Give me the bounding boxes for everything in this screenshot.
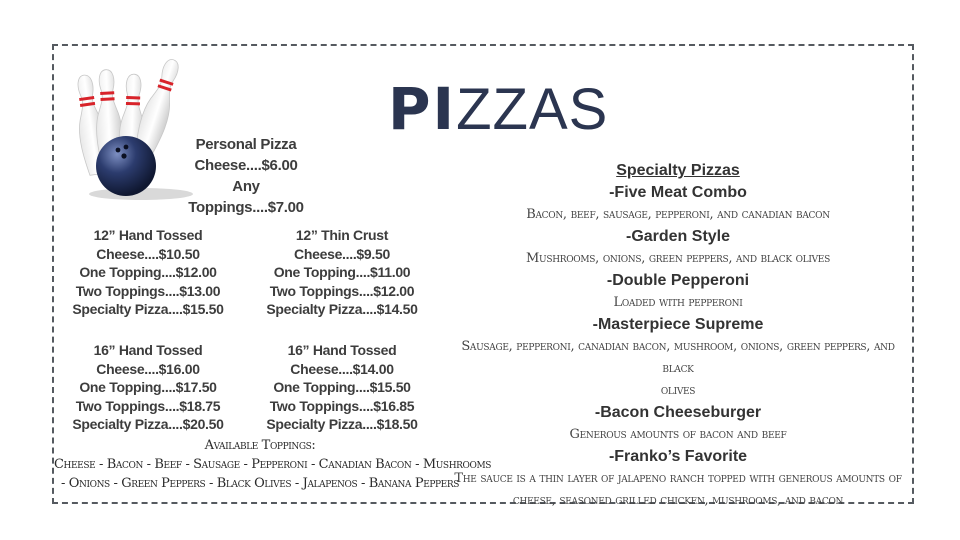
specialty-item-name: -Garden Style: [625, 228, 731, 245]
specialty-pizzas: [448, 160, 908, 512]
price-block-16-hand-tossed-a: 16” Hand Tossed Cheese....$16.00 One Topping....$17.50 Two Toppings....$18.75 Specialty Pizza....$20.50: [72, 342, 224, 432]
specialty-item-desc: The sauce is a thin layer of jalapeno ranch topped with generous amounts of: [454, 471, 902, 486]
bowling-pins-and-ball-icon: [56, 52, 196, 202]
specialty-item-desc: Bacon, beef, sausage, pepperoni, and canadian bacon: [526, 207, 830, 222]
specialty-item-name: -Five Meat Combo: [609, 184, 747, 201]
specialty-item-name: -Masterpiece Supreme: [592, 316, 764, 333]
available-toppings: [54, 436, 492, 493]
personal-pizza-prices: Personal Pizza Cheese....$6.00 Any Toppings....$7.00: [188, 136, 304, 216]
specialty-item-desc: olives: [660, 383, 696, 398]
specialty-item-desc: Sausage, pepperoni, canadian bacon, mushroom, onions, green peppers, and black: [461, 339, 895, 376]
specialty-item-desc: Mushrooms, onions, green peppers, and black olives: [526, 251, 830, 266]
specialty-item-desc: Loaded with pepperoni: [613, 295, 743, 310]
price-block-16-hand-tossed-b: 16” Hand Tossed Cheese....$14.00 One Topping....$15.50 Two Toppings....$16.85 Specialty Pizza....$18.50: [266, 342, 418, 432]
toppings-line: Cheese - Bacon - Beef - Sausage - Pepperoni - Canadian Bacon - Mushrooms: [54, 457, 492, 472]
specialty-item-desc: cheese, seasoned grilled chicken, mushrooms, and bacon: [512, 493, 844, 508]
toppings-line: - Onions - Green Peppers - Black Olives - Jalapenos - Banana Peppers: [60, 476, 459, 491]
price-block-12-thin-crust: 12” Thin Crust Cheese....$9.50 One Topping....$11.00 Two Toppings....$12.00 Specialty Pizza....$14.50: [266, 227, 418, 317]
specialty-item-name: -Bacon Cheeseburger: [594, 404, 762, 421]
price-block-12-hand-tossed: 12” Hand Tossed Cheese....$10.50 One Topping....$12.00 Two Toppings....$13.00 Specialty Pizza....$15.50: [72, 227, 224, 317]
specialty-heading: Specialty Pizzas: [616, 162, 740, 179]
specialty-item-desc: Generous amounts of bacon and beef: [569, 427, 787, 442]
page-title: PIZZAS: [388, 75, 609, 143]
specialty-item-name: -Franko’s Favorite: [608, 448, 748, 465]
toppings-heading: Available Toppings:: [204, 438, 316, 453]
specialty-item-name: -Double Pepperoni: [606, 272, 750, 289]
